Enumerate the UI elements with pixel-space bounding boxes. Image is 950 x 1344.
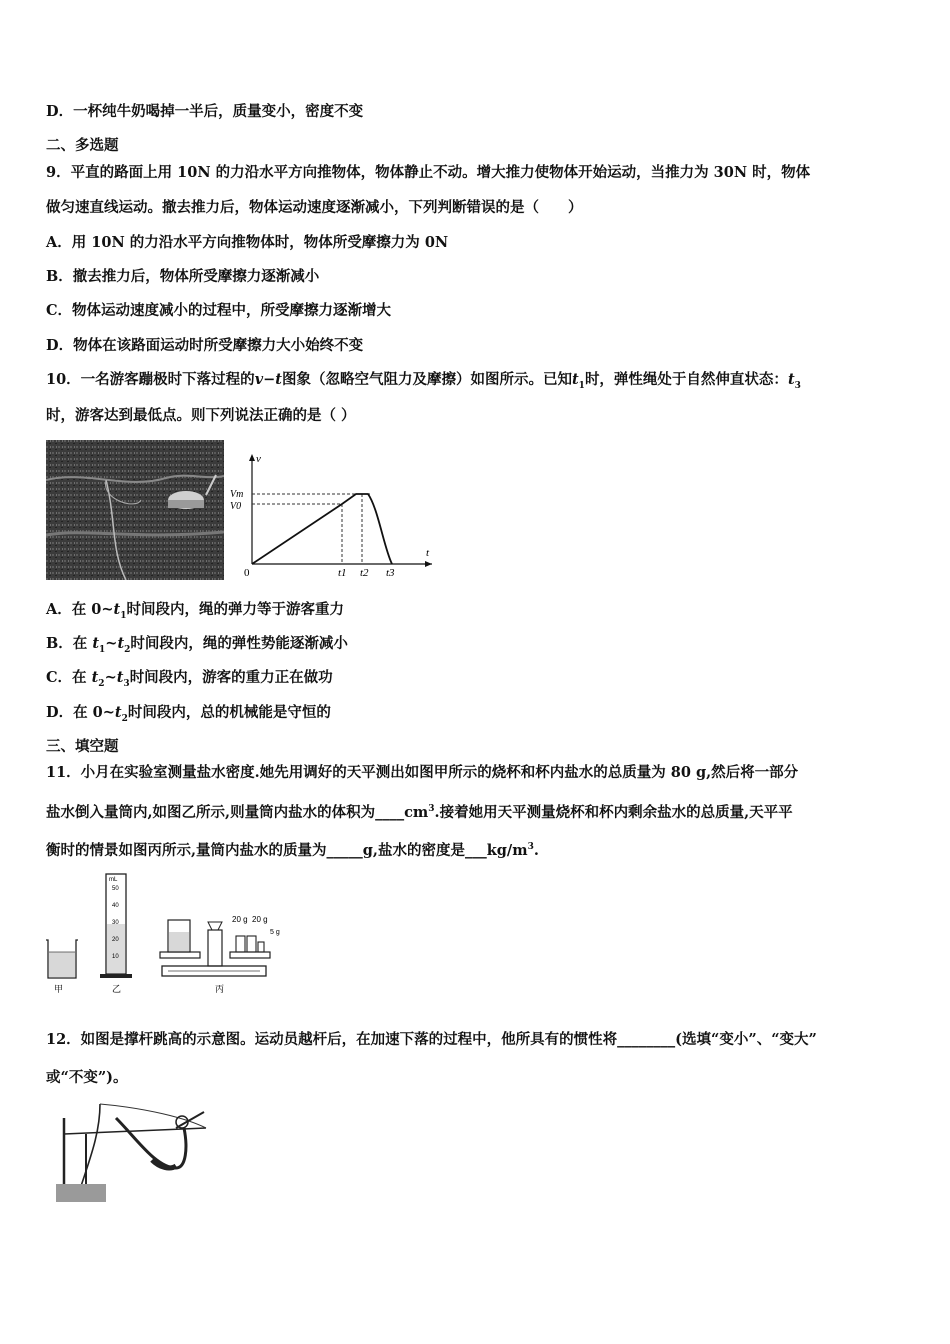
svg-text:40: 40	[112, 903, 119, 909]
svg-text:10: 10	[112, 954, 119, 960]
cylinder-yi	[100, 874, 132, 994]
svg-text:20: 20	[112, 937, 119, 943]
vm-label: Vm	[230, 489, 244, 500]
q10-stem-line2: 时，游客达到最低点。则下列说法正确的是（ ）	[46, 407, 356, 424]
q10-option-b: B．在 $t_1\sim t_2$时间段内，绳的弹性势能逐渐减小	[46, 635, 348, 655]
weight-20g-a: 20 g	[232, 915, 248, 924]
label-yi: 乙	[112, 984, 122, 994]
q9-option-a: A．用 10N 的力沿水平方向推物体时，物体所受摩擦力为 0N	[46, 234, 449, 251]
q10-option-a: A．在 $0\sim t_1$时间段内，绳的弹力等于游客重力	[46, 601, 345, 621]
q8-option-d: D．一杯纯牛奶喝掉一半后，质量变小，密度不变	[46, 103, 364, 120]
q9-option-b: B．撤去推力后，物体所受摩擦力逐渐减小	[46, 268, 320, 285]
q9-stem-line1: 9．平直的路面上用 10N 的力沿水平方向推物体，物体静止不动。增大推力使物体开始运动，当推力为 30N 时，物体	[46, 164, 811, 181]
section-title-multiple-choice: 二、多选题	[46, 137, 119, 154]
q10-option-c: C．在 $t_2\sim t_3$时间段内，游客的重力正在做功	[46, 669, 333, 689]
q12-stem-line1: 12．如图是撑杆跳高的示意图。运动员越杆后，在加速下落的过程中，他所具有的惯性将________(选填“变小”、“变大”	[46, 1031, 817, 1048]
weight-5g: 5 g	[270, 929, 280, 936]
svg-text:30: 30	[112, 920, 119, 926]
t1-label: t1	[338, 567, 347, 579]
q9-stem-line2: 做匀速直线运动。撤去推力后，物体运动速度逐渐减小，下列判断错误的是（ ）	[46, 199, 583, 216]
balance-bing	[160, 915, 280, 994]
svg-text:50: 50	[112, 886, 119, 892]
q11-stem-line3: 衡时的情景如图丙所示,量筒内盐水的质量为_____g,盐水的密度是$\_\_\_kg/m^3$.	[46, 841, 539, 859]
origin-label: 0	[244, 567, 250, 579]
q12-stem-line2: 或“不变”)。	[46, 1069, 128, 1086]
q9-option-d: D．物体在该路面运动时所受摩擦力大小始终不变	[46, 337, 364, 354]
t2-label: t2	[360, 567, 369, 579]
v0-label: V0	[230, 501, 242, 512]
q11-figure	[40, 868, 290, 998]
bungee-photo	[46, 440, 224, 580]
q11-stem-line2: 盐水倒入量筒内,如图乙所示,则量筒内盐水的体积为$\_\_\_\_cm^3$.接着她用天平测量烧杯和杯内剩余盐水的总质量,天平平	[46, 803, 793, 821]
cylinder-unit: mL	[109, 877, 118, 883]
label-bing: 丙	[215, 984, 225, 994]
section-title-fill-in: 三、填空题	[46, 738, 119, 755]
vt-graph	[228, 448, 438, 580]
q10-option-d: D．在 $0\sim t_2$时间段内，总的机械能是守恒的	[46, 704, 331, 724]
q11-stem-line1: 11．小月在实验室测量盐水密度.她先用调好的天平测出如图甲所示的烧杯和杯内盐水的总质量为 80 g,然后将一部分	[46, 764, 799, 781]
label-jia: 甲	[54, 984, 64, 994]
pole-vault-figure	[56, 1098, 226, 1202]
beaker-jia	[46, 940, 78, 994]
weight-20g-b: 20 g	[252, 915, 268, 924]
q10-stem-line1: 10．一名游客蹦极时下落过程的v−t图象（忽略空气阻力及摩擦）如图所示。已知$t_1$时，弹性绳处于自然伸直状态：$t_3$	[46, 371, 801, 391]
axis-t-label: t	[426, 547, 430, 559]
t3-label: t3	[386, 567, 395, 579]
axis-v-label: v	[256, 453, 261, 465]
q9-option-c: C．物体运动速度减小的过程中，所受摩擦力逐渐增大	[46, 302, 392, 319]
